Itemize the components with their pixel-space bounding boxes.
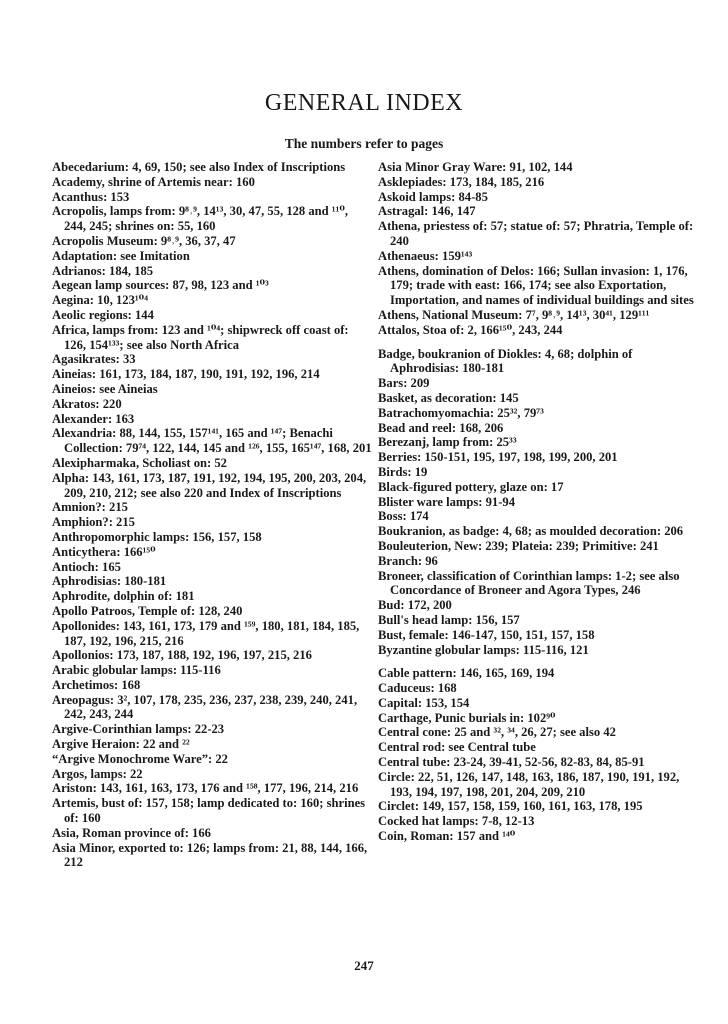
index-entry: Berries: 150-151, 195, 197, 198, 199, 200, 201 [378, 450, 618, 465]
index-entry: Byzantine globular lamps: 115-116, 121 [378, 642, 589, 657]
index-entry: Branch: 96 [378, 553, 438, 568]
index-subtitle: The numbers refer to pages [284, 136, 444, 151]
index-entry: Apollonios: 173, 187, 188, 192, 196, 197, 215, 216 [52, 648, 312, 663]
index-entry: Circlet: 149, 157, 158, 159, 160, 161, 163, 178, 195 [378, 799, 643, 814]
index-entry: Bull's head lamp: 156, 157 [378, 612, 520, 627]
index-entry: Alexandria: 88, 144, 155, 157¹⁴¹, 165 and ¹⁴⁷; Benachi Collection: 79⁷⁴, 122, 144, 145 and ¹²⁶, 155, 165¹⁴⁷, 168, 201 [52, 426, 372, 456]
index-entry: Amphion?: 215 [52, 515, 135, 530]
index-entry: Bust, female: 146-147, 150, 151, 157, 158 [378, 627, 595, 642]
index-entry: Aineios: see Aineias [52, 381, 158, 396]
index-entry: Bud: 172, 200 [378, 598, 452, 613]
index-entry: Carthage, Punic burials in: 102⁹⁰ [378, 710, 556, 725]
index-entry: Caduceus: 168 [378, 681, 457, 696]
index-entry: Amnion?: 215 [52, 500, 128, 515]
index-entry: Coin, Roman: 157 and ¹⁴⁰ [378, 829, 516, 844]
index-entry: Argive-Corinthian lamps: 22-23 [52, 722, 225, 737]
index-entry: Circle: 22, 51, 126, 147, 148, 163, 186, 187, 190, 191, 192, 193, 194, 197, 198, 201, 204, 209, 210 [378, 769, 680, 799]
index-entry: Aeolic regions: 144 [52, 307, 154, 322]
index-entry: Aegean lamp sources: 87, 98, 123 and ¹⁰³ [52, 278, 269, 293]
index-entry: Bars: 209 [378, 376, 430, 391]
index-entry: Cocked hat lamps: 7-8, 12-13 [378, 814, 535, 829]
index-entry: Astragal: 146, 147 [378, 204, 476, 219]
index-entry: Anticythera: 166¹⁵⁰ [52, 544, 156, 559]
index-entry: Athenaeus: 159¹⁴³ [378, 248, 473, 263]
index-entry: Batrachomyomachia: 25³², 79⁷³ [378, 405, 544, 420]
index-entry: Bead and reel: 168, 206 [378, 420, 504, 435]
index-entry: Academy, shrine of Artemis near: 160 [52, 174, 255, 189]
page-number: 247 [354, 958, 374, 973]
index-entry: Alexipharmaka, Scholiast on: 52 [52, 455, 227, 470]
index-entry: Berezanj, lamp from: 25³³ [378, 435, 517, 450]
index-entry: Anthropomorphic lamps: 156, 157, 158 [52, 529, 262, 544]
index-entry: Acanthus: 153 [52, 189, 130, 204]
index-entry: Africa, lamps from: 123 and ¹⁰⁴; shipwreck off coast of: 126, 154¹³³; see also North Africa [52, 322, 349, 352]
index-entry: Athena, priestess of: 57; statue of: 57; Phratria, Temple of: 240 [378, 219, 694, 248]
index-entry: Central tube: 23-24, 39-41, 52-56, 82-83, 84, 85-91 [378, 755, 645, 770]
index-entry: Blister ware lamps: 91-94 [378, 494, 515, 509]
index-entry: Attalos, Stoa of: 2, 166¹⁵⁰, 243, 244 [378, 322, 563, 337]
index-entry: Badge, boukranion of Diokles: 4, 68; dolphin of Aphrodisias: 180-181 [378, 346, 633, 376]
index-entry: Alexander: 163 [52, 411, 135, 426]
index-entry: Adrianos: 184, 185 [52, 263, 154, 278]
index-entry: Cable pattern: 146, 165, 169, 194 [378, 666, 555, 681]
index-entry: Abecedarium: 4, 69, 150; see also Index of Inscriptions [52, 160, 346, 174]
index-entry: Broneer, classification of Corinthian lamps: 1-2; see also Concordance of Broneer and Agora Types, 246 [378, 568, 680, 598]
index-entry: Argos, lamps: 22 [52, 766, 143, 781]
index-entry: “Argive Monochrome Ware”: 22 [52, 751, 228, 766]
index-entry: Aphrodite, dolphin of: 181 [52, 589, 195, 604]
index-entry: Asia Minor Gray Ware: 91, 102, 144 [378, 160, 573, 174]
index-entry: Boss: 174 [378, 509, 429, 524]
index-entry: Basket, as decoration: 145 [378, 390, 519, 405]
index-entry: Archetimos: 168 [52, 677, 141, 692]
index-entry: Alpha: 143, 161, 173, 187, 191, 192, 194, 195, 200, 203, 204, 209, 210, 212; see also 220 and Index of Inscriptions [52, 470, 367, 500]
index-title: GENERAL INDEX [264, 90, 464, 116]
index-column-right [378, 160, 698, 844]
index-entry: Asia Minor, exported to: 126; lamps from: 21, 88, 144, 166, 212 [52, 840, 368, 870]
index-entry: Antioch: 165 [52, 559, 121, 574]
index-entry: Asklepiades: 173, 184, 185, 216 [378, 174, 545, 189]
index-entry: Aphrodisias: 180-181 [52, 574, 167, 589]
index-entry: Capital: 153, 154 [378, 695, 470, 710]
index-entry: Adaptation: see Imitation [52, 248, 190, 263]
index-entry: Ariston: 143, 161, 163, 173, 176 and ¹⁵⁸, 177, 196, 214, 216 [52, 781, 359, 796]
index-entry: Black-figured pottery, glaze on: 17 [378, 479, 564, 494]
index-entry: Apollo Patroos, Temple of: 128, 240 [52, 603, 243, 618]
index-entry: Central rod: see Central tube [378, 740, 536, 755]
index-entry: Artemis, bust of: 157, 158; lamp dedicated to: 160; shrines of: 160 [52, 796, 366, 826]
index-entry: Aineias: 161, 173, 184, 187, 190, 191, 192, 196, 214 [52, 367, 320, 382]
index-entry: Boukranion, as badge: 4, 68; as moulded decoration: 206 [378, 524, 684, 539]
index-entry: Argive Heraion: 22 and ²² [52, 737, 190, 752]
index-entry: Arabic globular lamps: 115-116 [52, 663, 221, 678]
index-entry: Athens, domination of Delos: 166; Sullan invasion: 1, 176, 179; trade with east: 166, 174; see also Exportation, Importation, and names of individual buildings and sites [378, 263, 694, 308]
index-entry: Acropolis Museum: 9⁸˒⁹, 36, 37, 47 [52, 233, 236, 248]
index-entry: Acropolis, lamps from: 9⁸˒⁹, 14¹³, 30, 47, 55, 128 and ¹¹⁰, 244, 245; shrines on: 55, 160 [52, 204, 349, 234]
index-entry: Areopagus: 3², 107, 178, 235, 236, 237, 238, 239, 240, 241, 242, 243, 244 [52, 692, 358, 722]
index-entry: Apollonides: 143, 161, 173, 179 and ¹⁵⁹, 180, 181, 184, 185, 187, 192, 196, 215, 216 [52, 618, 360, 648]
index-entry: Agasikrates: 33 [52, 352, 136, 367]
index-entry: Askoid lamps: 84-85 [378, 189, 488, 204]
index-entry: Aegina: 10, 123¹⁰⁴ [52, 293, 148, 308]
index-entry: Athens, National Museum: 7⁷, 9⁸˒⁹, 14¹³, 30⁴¹, 129¹¹¹ [378, 307, 650, 322]
index-column-left [52, 160, 372, 870]
index-entry: Birds: 19 [378, 464, 428, 479]
index-entry: Bouleuterion, New: 239; Plateia: 239; Primitive: 241 [378, 538, 659, 553]
index-entry: Akratos: 220 [52, 396, 122, 411]
index-entry: Asia, Roman province of: 166 [52, 825, 211, 840]
index-entry: Central cone: 25 and ³², ³⁴, 26, 27; see also 42 [378, 725, 616, 740]
